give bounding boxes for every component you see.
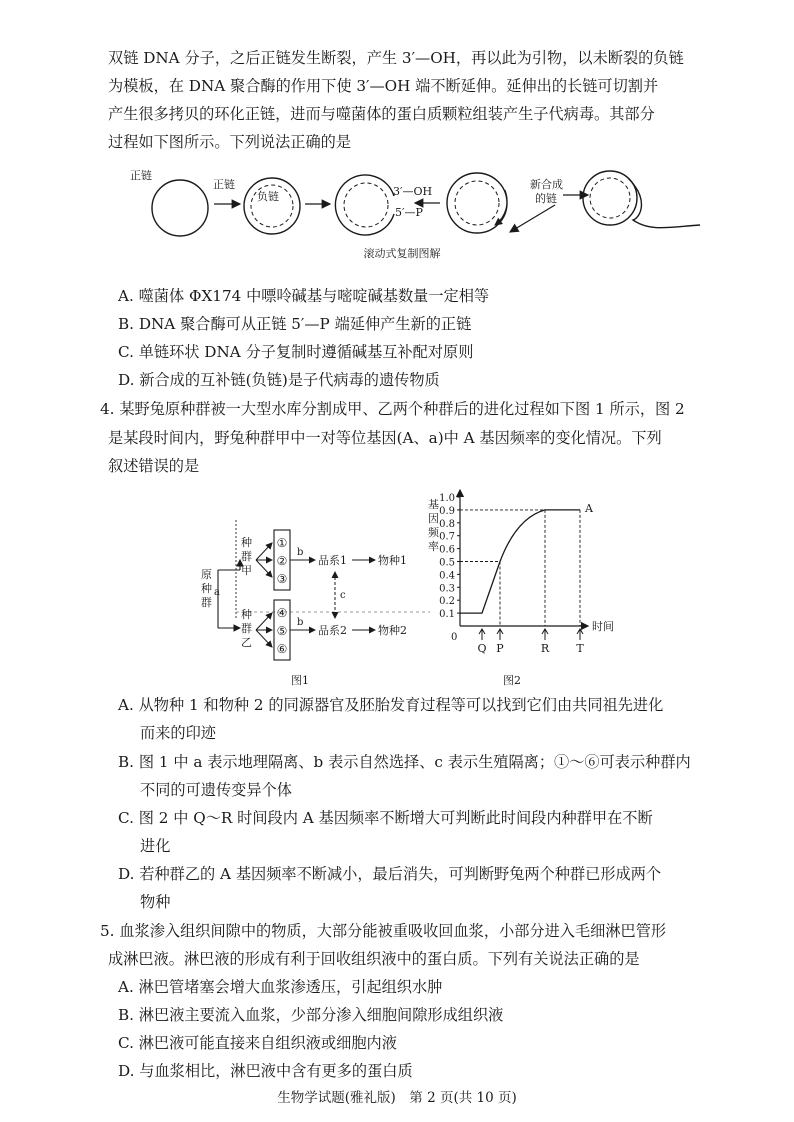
ylabel-char-3: 频 — [428, 526, 439, 539]
fig1-caption: 图1 — [291, 674, 309, 687]
y-tick-label: 0.2 — [439, 596, 455, 608]
x-tick-label: P — [496, 642, 504, 655]
q3-option-b: B. DNA 聚合酶可从正链 5′—P 端延伸产生新的正链 — [118, 315, 472, 333]
q3-option-a: A. 噬菌体 ΦX174 中嘌呤碱基与嘧啶碱基数量一定相等 — [118, 287, 490, 305]
x-tick-label: Q — [477, 642, 487, 655]
x-tick-arrow — [577, 629, 583, 640]
species-1: 物种1 — [378, 554, 407, 567]
q4-stem-line-3: 叙述错误的是 — [108, 457, 200, 475]
nicked-circle — [335, 175, 394, 235]
q3-intro-line-3: 产生很多拷贝的环化正链，进而与噬菌体的蛋白质颗粒组装产生子代病毒。其部分 — [108, 105, 655, 123]
box-yi — [274, 600, 290, 660]
ylabel-char-2: 因 — [428, 512, 439, 525]
label-c: c — [340, 590, 346, 601]
displaced-strand-tail — [628, 178, 700, 228]
new-strand-label-2: 的链 — [535, 192, 557, 205]
fig-rolling-caption: 滚动式复制图解 — [363, 247, 441, 260]
q3-intro-line-4: 过程如下图所示。下列说法正确的是 — [108, 133, 351, 151]
q5-option-c: C. 淋巴液可能直接来自组织液或细胞内液 — [118, 1034, 397, 1052]
label-b-2: b — [297, 617, 304, 628]
q3-intro-line-2: 为模板，在 DNA 聚合酶的作用下使 3′—OH 端不断延伸。延伸出的长链可切割并 — [108, 77, 659, 95]
lineage-1: 品系1 — [318, 554, 347, 567]
q4-option-b-1: B. 图 1 中 a 表示地理隔离、b 表示自然选择、c 表示生殖隔离；①～⑥可表示种群内 — [118, 753, 691, 771]
box-jia — [274, 530, 290, 590]
q4-option-b-2: 不同的可遗传变异个体 — [140, 781, 292, 799]
y-tick-label: 1.0 — [439, 493, 455, 504]
q4-option-c-2: 进化 — [140, 837, 171, 855]
q3-option-d: D. 新合成的互补链(负链)是子代病毒的遗传物质 — [118, 371, 440, 389]
figure-2-chart — [428, 490, 614, 687]
q4-option-c-1: C. 图 2 中 Q～R 时间段内 A 基因频率不断增大可判断此时间段内种群甲在不断 — [118, 809, 653, 827]
q4-option-d-2: 物种 — [140, 893, 171, 911]
page-footer: 生物学试题(雅礼版) 第 2 页(共 10 页) — [277, 1090, 517, 1106]
pop-yi-char-3: 乙 — [241, 636, 252, 649]
q5-option-b: B. 淋巴液主要流入血浆，少部分渗入细胞间隙形成组织液 — [118, 1006, 504, 1024]
plus-strand-label: 正链 — [130, 169, 152, 182]
q3-intro-line-1: 双链 DNA 分子，之后正链发生断裂，产生 3′—OH，再以此为引物，以未断裂的负链 — [108, 49, 684, 67]
label-a: a — [214, 587, 220, 598]
num-4: ④ — [276, 606, 288, 620]
origin-char-1: 原 — [201, 568, 212, 581]
a-frequency-curve — [460, 510, 580, 613]
x-tick-arrow — [479, 629, 485, 640]
label-b-1: b — [297, 547, 304, 558]
ylabel-char-1: 基 — [428, 498, 439, 511]
ylabel-char-4: 率 — [428, 540, 439, 553]
lineage-2: 品系2 — [318, 624, 347, 637]
q4-option-a-2: 而来的印迹 — [140, 724, 216, 742]
xlabel: 时间 — [592, 620, 614, 633]
y-tick-label: 0.4 — [439, 570, 455, 582]
pop-yi-char-1: 种 — [241, 608, 252, 621]
num-5: ⑤ — [276, 624, 288, 638]
y-tick-label: 0.7 — [439, 531, 455, 543]
figure-1 — [201, 520, 430, 687]
q4-stem-line-1: 4. 某野兔原种群被一大型水库分割成甲、乙两个种群后的进化过程如下图 1 所示，图 2 — [100, 400, 685, 418]
label-5p: 5′—P — [395, 206, 423, 219]
num-6: ⑥ — [276, 642, 288, 656]
q5-stem-line-1: 5. 血浆渗入组织间隙中的物质，大部分能被重吸收回血浆，小部分进入毛细淋巴管形 — [100, 922, 667, 940]
y-tick-label: 0.5 — [439, 557, 455, 569]
double-strand-circle-inner — [251, 185, 293, 227]
y-tick-label: 0.1 — [439, 609, 455, 621]
q5-stem-line-2: 成淋巴液。淋巴液的形成有利于回收组织液中的蛋白质。下列有关说法正确的是 — [108, 950, 640, 968]
num-1: ① — [276, 536, 288, 550]
species-2: 物种2 — [378, 624, 407, 637]
origin-char-3: 群 — [201, 596, 212, 609]
x-tick-label: T — [576, 642, 584, 655]
origin-char-2: 种 — [201, 582, 212, 595]
fig2-caption: 图2 — [503, 674, 521, 687]
single-strand-circle — [152, 180, 208, 236]
pop-jia-char-1: 种 — [241, 536, 252, 549]
origin-zero: 0 — [451, 632, 458, 643]
q3-option-c: C. 单链环状 DNA 分子复制时遵循碱基互补配对原则 — [118, 343, 474, 361]
pop-jia-char-2: 群 — [241, 550, 252, 563]
y-tick-label: 0.3 — [439, 583, 455, 595]
pop-jia-char-3: 甲 — [241, 564, 252, 577]
y-tick-label: 0.8 — [439, 518, 455, 530]
y-tick-label: 0.9 — [439, 505, 455, 517]
pop-yi-char-2: 群 — [241, 622, 252, 635]
label-3oh: 3′—OH — [393, 185, 433, 198]
q4-option-a-1: A. 从物种 1 和物种 2 的同源器官及胚胎发育过程等可以找到它们由共同祖先进化 — [118, 696, 664, 714]
double-strand-circle-outer — [244, 178, 300, 234]
num-2: ② — [276, 554, 288, 568]
x-tick-arrow — [497, 629, 503, 640]
x-tick-arrow — [542, 629, 548, 640]
q5-option-a: A. 淋巴管堵塞会增大血浆渗透压，引起组织水肿 — [118, 978, 443, 996]
num-3: ③ — [276, 572, 288, 586]
x-tick-label: R — [540, 642, 550, 655]
arrow-plus-label: 正链 — [213, 178, 235, 191]
q4-stem-line-2: 是某段时间内，野兔种群甲中一对等位基因(A、a)中 A 基因频率的变化情况。下列 — [108, 429, 662, 447]
q4-option-d-1: D. 若种群乙的 A 基因频率不断减小，最后消失，可判断野兔两个种群已形成两个 — [118, 865, 662, 883]
minus-strand-label: 负链 — [257, 190, 279, 203]
y-tick-label: 0.6 — [439, 544, 455, 556]
new-strand-label-1: 新合成 — [530, 178, 563, 191]
q5-option-d: D. 与血浆相比，淋巴液中含有更多的蛋白质 — [118, 1062, 413, 1080]
curve-end-label: A — [585, 502, 593, 515]
